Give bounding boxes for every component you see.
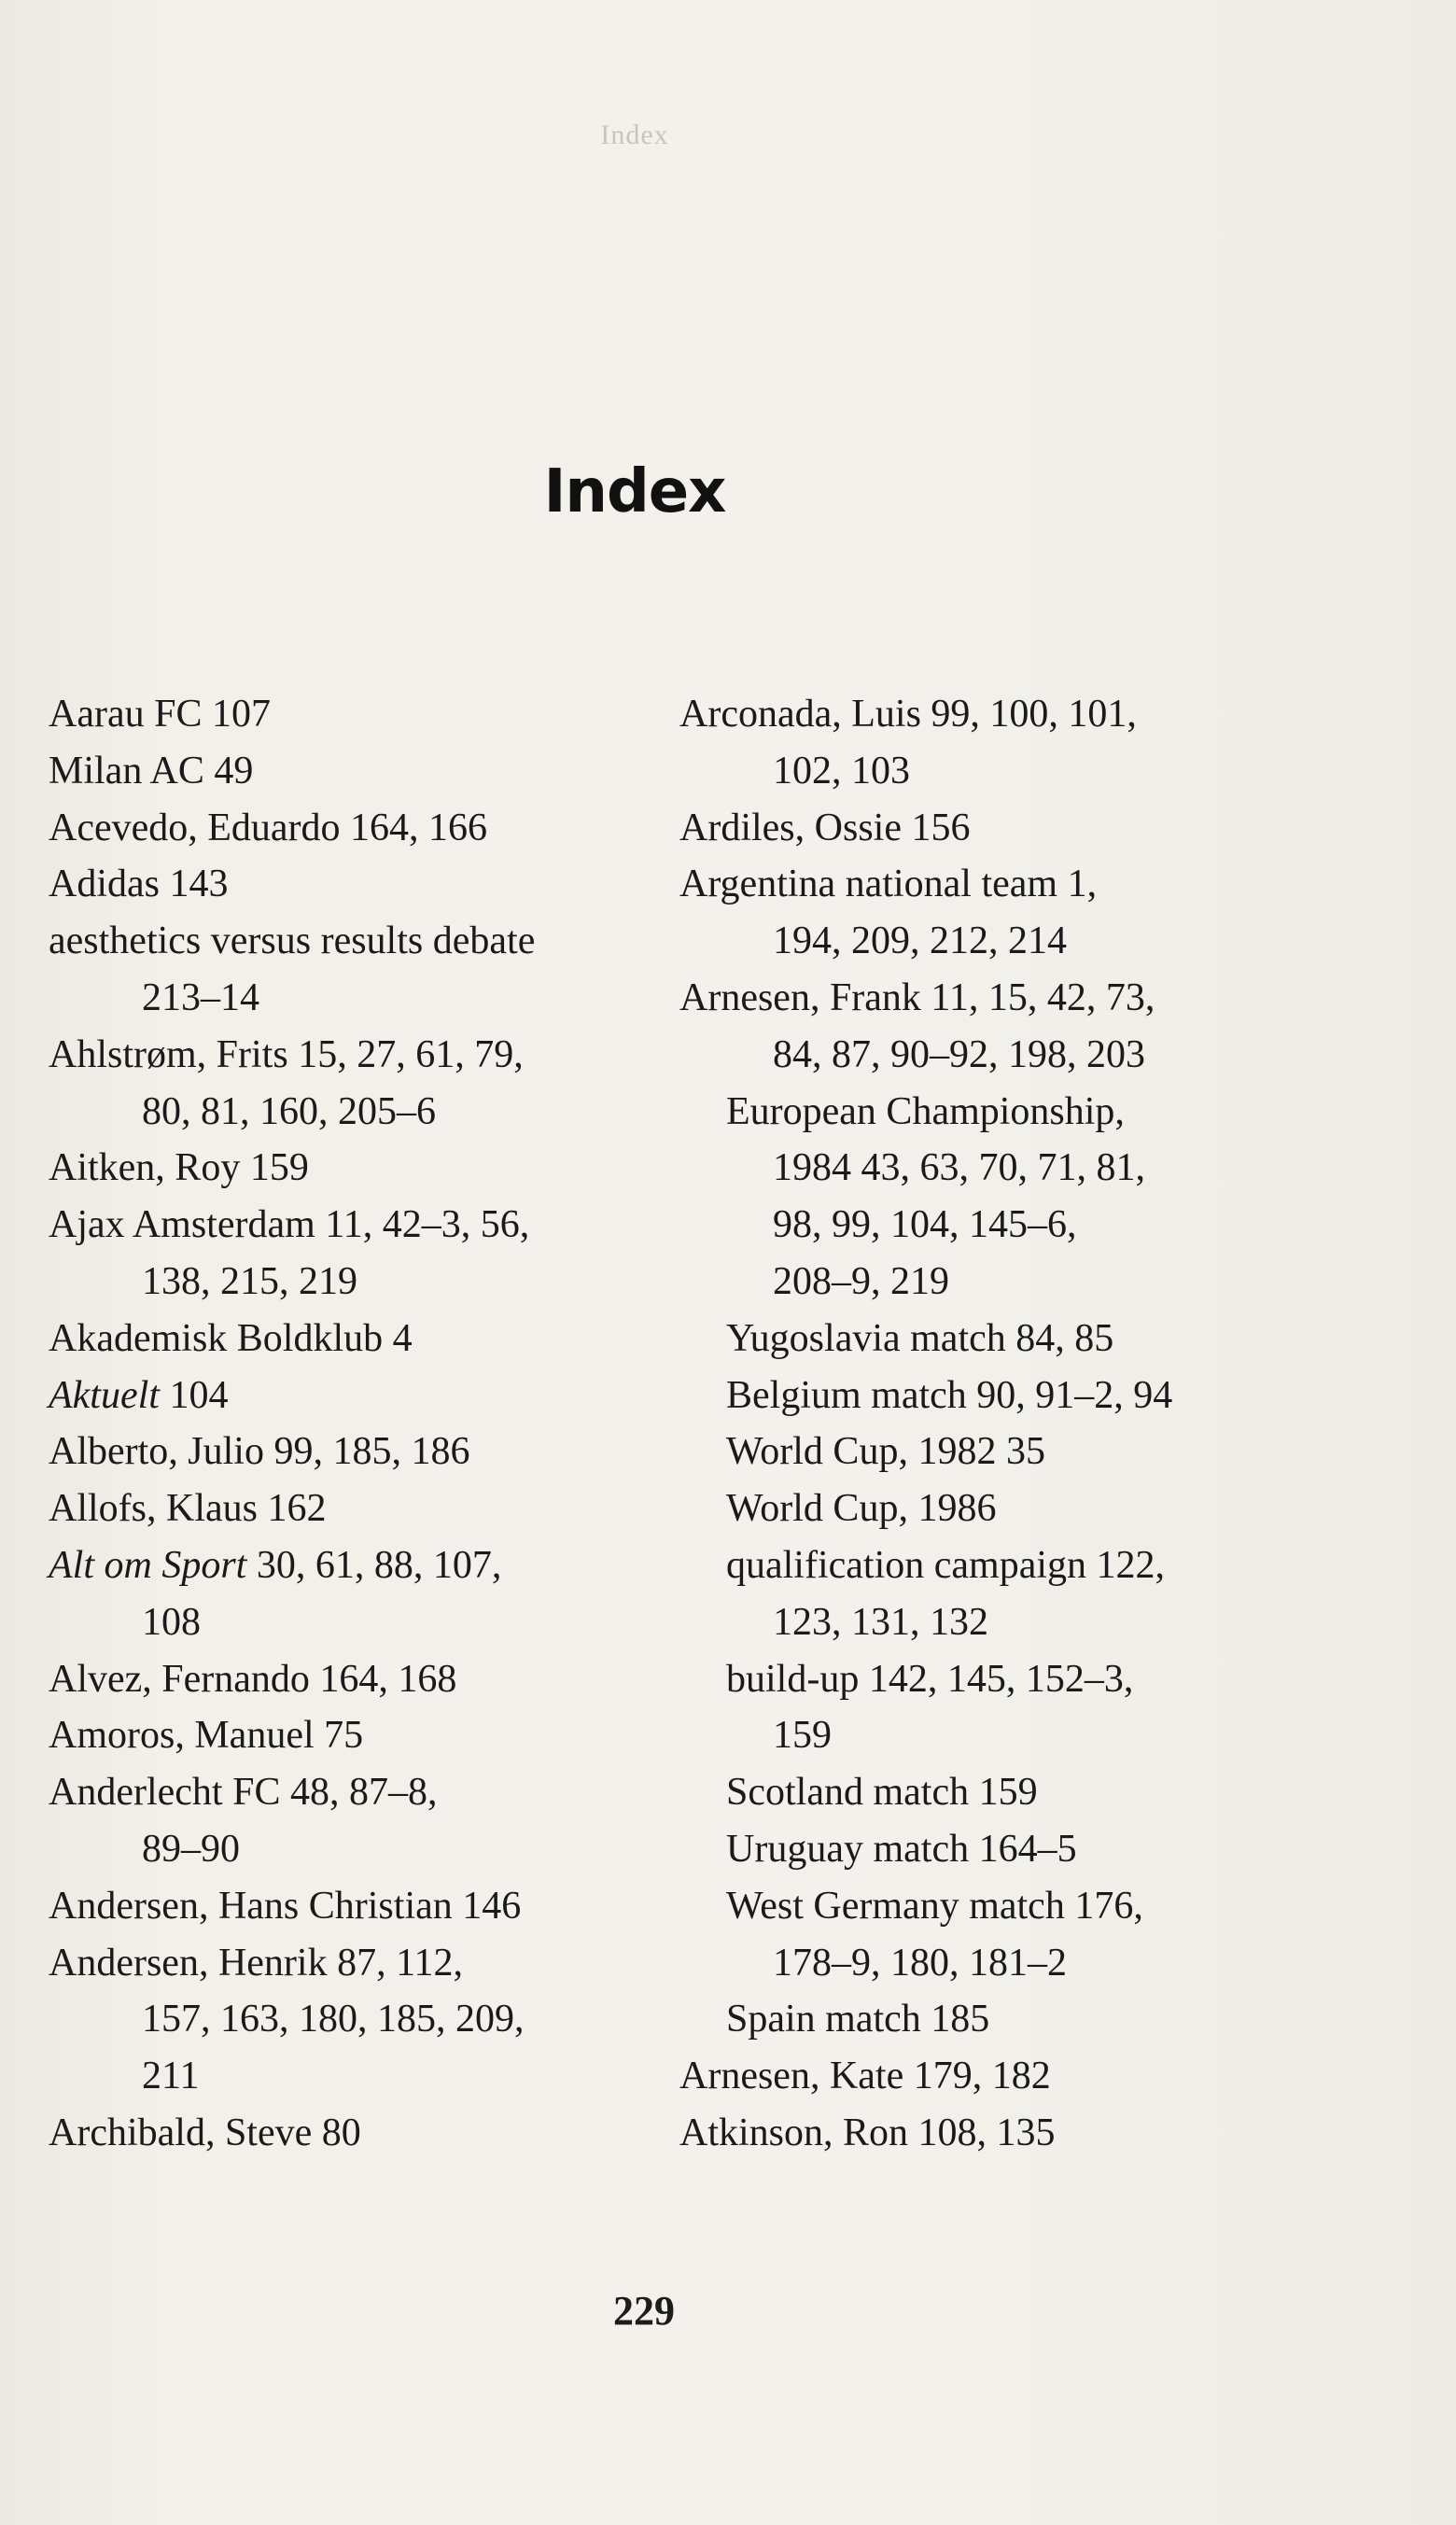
index-entry (49, 1140, 646, 1197)
entry-continuation-line: 84, 87, 90–92, 198, 203 (773, 1032, 1145, 1076)
index-entry (49, 800, 646, 857)
index-entry (49, 913, 646, 1027)
index-entry (49, 1311, 646, 1368)
index-entry (679, 686, 1277, 800)
entry-continuation-line: 108 (142, 1600, 201, 1644)
entry-line: Adidas 143 (49, 863, 229, 906)
entry-line: Alvez, Fernando 164, 168 (49, 1657, 457, 1701)
entry-line: Amoros, Manuel 75 (49, 1714, 364, 1758)
entry-line (49, 1537, 646, 1594)
entry-continuation-line: 194, 209, 212, 214 (773, 919, 1067, 963)
entry-line: Allofs, Klaus 162 (49, 1487, 327, 1531)
entry-line (49, 1368, 646, 1424)
entry-line: Atkinson, Ron 108, 135 (679, 2111, 1056, 2154)
index-subentry (679, 1424, 1277, 1480)
entry-continuation-line: 208–9, 219 (773, 1259, 949, 1303)
entry-line: Arnesen, Kate 179, 182 (679, 2055, 1051, 2098)
entry-continuation-line: 138, 215, 219 (142, 1259, 357, 1303)
index-entry (49, 686, 646, 743)
entry-line: Aitken, Roy 159 (49, 1146, 309, 1190)
index-entry (679, 970, 1277, 1084)
index-entry (49, 2105, 646, 2162)
entry-text: 104 (159, 1373, 229, 1417)
index-column-right (679, 686, 1277, 2162)
index-entry (49, 1537, 646, 1651)
page-number: 229 (613, 2288, 675, 2334)
index-entry (49, 856, 646, 913)
entry-italic-title: Aktuelt (49, 1373, 160, 1417)
entry-continuation-line: 102, 103 (773, 749, 910, 793)
entry-continuation-line: 89–90 (142, 1827, 240, 1871)
entry-continuation-line: 213–14 (142, 975, 259, 1019)
index-entry (49, 1878, 646, 1935)
index-subentry (679, 1764, 1277, 1821)
entry-line: Spain match 185 (726, 1998, 990, 2041)
index-entry (49, 743, 646, 800)
index-entry (49, 1027, 646, 1141)
entry-line: Archibald, Steve 80 (49, 2111, 361, 2154)
index-subentry (679, 1368, 1277, 1424)
entry-line: Scotland match 159 (726, 1771, 1038, 1815)
index-subentry (679, 1480, 1277, 1537)
entry-line: Ardiles, Ossie 156 (679, 806, 971, 849)
entry-continuation-line: 1984 43, 63, 70, 71, 81, (773, 1146, 1145, 1190)
entry-continuation-line: 178–9, 180, 181–2 (773, 1941, 1067, 1985)
entry-line: Anderlecht FC 48, 87–8, (49, 1771, 438, 1815)
entry-continuation-line: 157, 163, 180, 185, 209, (142, 1998, 525, 2041)
index-entry (49, 1197, 646, 1311)
entry-line: European Championship, (726, 1089, 1125, 1133)
entry-line: Milan AC 49 (49, 749, 254, 793)
entry-line: Yugoslavia match 84, 85 (726, 1316, 1114, 1360)
index-entry (49, 1935, 646, 2105)
running-head: Index (600, 119, 669, 150)
entry-continuation-line: 123, 131, 132 (773, 1600, 988, 1644)
index-subentry (679, 1991, 1277, 2048)
entry-line: Andersen, Henrik 87, 112, (49, 1941, 464, 1985)
entry-line: Belgium match 90, 91–2, 94 (726, 1373, 1173, 1417)
index-subentry (679, 1878, 1277, 1992)
entry-line: Ahlstrøm, Frits 15, 27, 61, 79, (49, 1032, 524, 1076)
index-column-left (49, 686, 646, 2162)
index-entry (49, 1480, 646, 1537)
index-entry (49, 1764, 646, 1878)
index-subentry (679, 1311, 1277, 1368)
entry-line: Argentina national team 1, (679, 863, 1098, 906)
entry-italic-title: Alt om Sport (49, 1543, 247, 1587)
page-title: Index (543, 457, 726, 526)
entry-line: World Cup, 1986 (726, 1487, 997, 1531)
index-subentry (679, 1651, 1277, 1765)
entry-line: Uruguay match 164–5 (726, 1827, 1077, 1871)
entry-line: Arnesen, Frank 11, 15, 42, 73, (679, 975, 1155, 1019)
index-entry (49, 1424, 646, 1480)
entry-line: West Germany match 176, (726, 1884, 1143, 1928)
entry-line: Andersen, Hans Christian 146 (49, 1884, 522, 1928)
index-subentry (679, 1821, 1277, 1878)
entry-line: Acevedo, Eduardo 164, 166 (49, 806, 488, 849)
entry-line: World Cup, 1982 35 (726, 1430, 1045, 1474)
entry-line: Alberto, Julio 99, 185, 186 (49, 1430, 470, 1474)
index-entry (679, 800, 1277, 857)
index-entry (679, 856, 1277, 970)
index-entry (679, 2105, 1277, 2162)
index-entry (49, 1368, 646, 1424)
index-entry (679, 2048, 1277, 2105)
entry-line: build-up 142, 145, 152–3, (726, 1657, 1134, 1701)
index-subentry (679, 1084, 1277, 1311)
entry-line: Arconada, Luis 99, 100, 101, (679, 693, 1137, 736)
entry-continuation-line: 159 (773, 1714, 832, 1758)
index-entry (49, 1651, 646, 1708)
entry-line: Aarau FC 107 (49, 693, 271, 736)
entry-line: qualification campaign 122, (726, 1543, 1166, 1587)
entry-continuation-line: 98, 99, 104, 145–6, (773, 1203, 1077, 1247)
entry-line: aesthetics versus results debate (49, 919, 536, 963)
entry-line: Ajax Amsterdam 11, 42–3, 56, (49, 1203, 530, 1247)
entry-continuation-line: 211 (142, 2055, 200, 2098)
entry-text: 30, 61, 88, 107, (246, 1543, 502, 1587)
entry-continuation-line: 80, 81, 160, 205–6 (142, 1089, 436, 1133)
index-subentry (679, 1537, 1277, 1651)
entry-line: Akademisk Boldklub 4 (49, 1316, 413, 1360)
index-entry (49, 1707, 646, 1764)
